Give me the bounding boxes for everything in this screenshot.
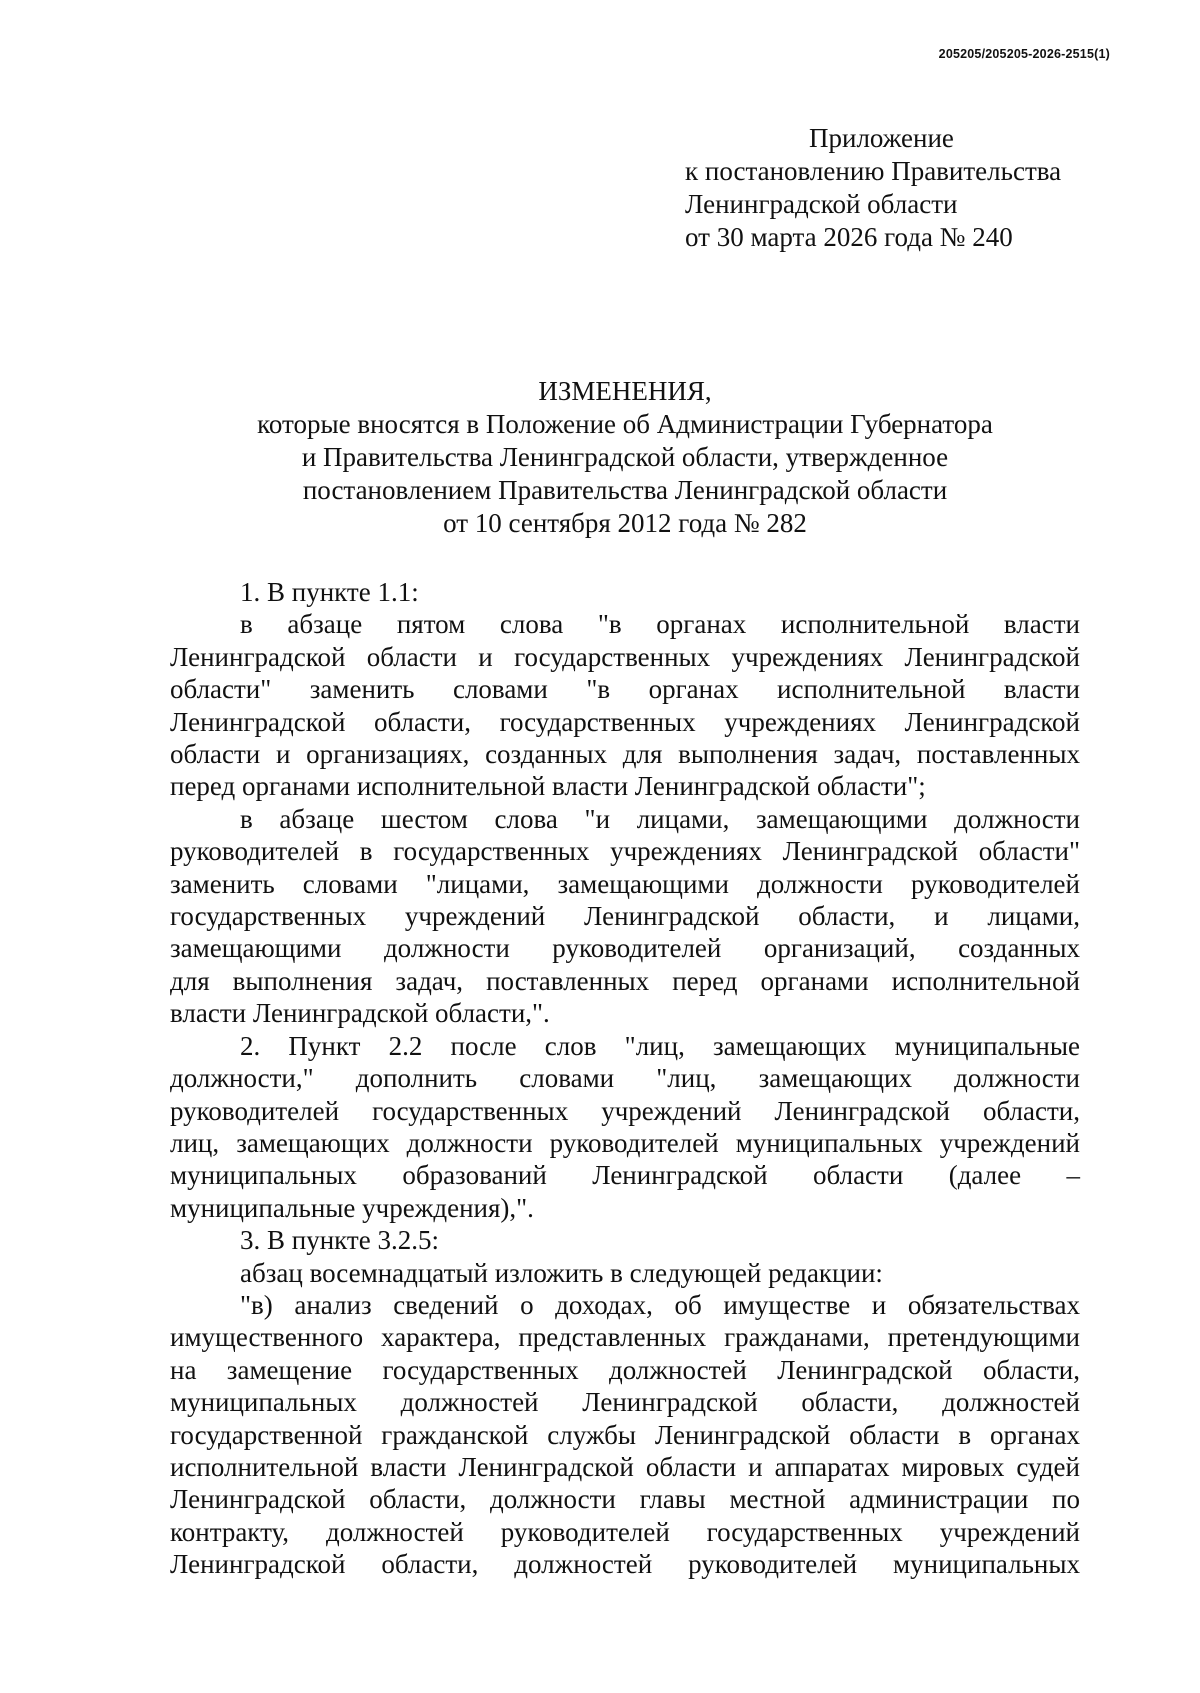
text-line: лиц, замещающих должности руководителей муниципальных учреждений <box>170 1127 1080 1158</box>
text-line: в абзаце шестом слова "и лицами, замещающими должности <box>240 803 1080 834</box>
paragraph-3-instruction: абзац восемнадцатый изложить в следующей редакции: <box>240 1257 883 1288</box>
appendix-title: Приложение <box>809 123 954 153</box>
text-line: исполнительной власти Ленинградской области и аппаратах мировых судей <box>170 1451 1080 1482</box>
text-line: государственных учреждений Ленинградской области, и лицами, <box>170 901 1080 932</box>
text-line: замещающими должности руководителей организаций, созданных <box>170 933 1080 964</box>
document-id: 205205/205205-2026-2515(1) <box>938 47 1110 61</box>
text-line: Ленинградской области, государственных учреждениях Ленинградской <box>170 706 1080 737</box>
appendix-date: от 30 марта 2026 года № 240 <box>685 222 1013 252</box>
text-line: Ленинградской области и государственных учреждениях Ленинградской <box>170 641 1080 672</box>
text-line: Ленинградской области, должностей руководителей муниципальных <box>170 1549 1080 1580</box>
text-line: перед органами исполнительной власти Ленинградской области"; <box>170 771 926 802</box>
text-line: 2. Пункт 2.2 после слов "лиц, замещающих муниципальные <box>240 1030 1080 1061</box>
heading-title: ИЗМЕНЕНИЯ, <box>538 376 712 406</box>
paragraph-1-abzac-5 <box>170 608 1080 802</box>
text-line: руководителей в государственных учреждениях Ленинградской области" <box>170 836 1080 867</box>
text-line: Ленинградской области, должности главы местной администрации по <box>170 1484 1080 1515</box>
text-line: контракту, должностей руководителей государственных учреждений <box>170 1516 1080 1547</box>
document-body <box>170 576 1080 1581</box>
text-line: муниципальных образований Ленинградской области (далее – <box>170 1160 1080 1191</box>
text-line: муниципальные учреждения),". <box>170 1192 534 1223</box>
document-heading <box>170 375 1080 540</box>
appendix-line: Ленинградской области <box>685 189 958 219</box>
text-line: государственной гражданской службы Ленинградской области в органах <box>170 1419 1080 1450</box>
heading-line: от 10 сентября 2012 года № 282 <box>443 508 807 538</box>
heading-line: и Правительства Ленинградской области, утвержденное <box>301 442 949 472</box>
text-line: руководителей государственных учреждений Ленинградской области, <box>170 1095 1080 1126</box>
text-line: на замещение государственных должностей Ленинградской области, <box>170 1354 1080 1385</box>
paragraph-2 <box>170 1030 1080 1224</box>
text-line: заменить словами "лицами, замещающими должности руководителей <box>170 868 1080 899</box>
appendix-block <box>685 122 1061 254</box>
paragraph-1-heading: 1. В пункте 1.1: <box>240 577 419 607</box>
text-line: области" заменить словами "в органах исполнительной власти <box>170 674 1080 705</box>
paragraph-1-abzac-6 <box>170 803 1080 1030</box>
text-line: имущественного характера, представленных гражданами, претендующими <box>170 1322 1080 1353</box>
text-line: области и организациях, созданных для выполнения задач, поставленных <box>170 739 1080 770</box>
heading-line: постановлением Правительства Ленинградской области <box>302 475 948 505</box>
text-line: должности," дополнить словами "лиц, замещающих должности <box>170 1063 1080 1094</box>
appendix-line: к постановлению Правительства <box>685 156 1062 186</box>
text-line: для выполнения задач, поставленных перед органами исполнительной <box>170 965 1080 996</box>
paragraph-3-heading: 3. В пункте 3.2.5: <box>240 1225 439 1256</box>
text-line: "в) анализ сведений о доходах, об имуществе и обязательствах <box>240 1289 1080 1320</box>
text-line: власти Ленинградской области,". <box>170 998 550 1029</box>
paragraph-3-new-wording <box>170 1289 1080 1581</box>
heading-line: которые вносятся в Положение об Администрации Губернатора <box>257 409 993 439</box>
text-line: муниципальных должностей Ленинградской области, должностей <box>170 1387 1080 1418</box>
text-line: в абзаце пятом слова "в органах исполнительной власти <box>240 609 1080 640</box>
